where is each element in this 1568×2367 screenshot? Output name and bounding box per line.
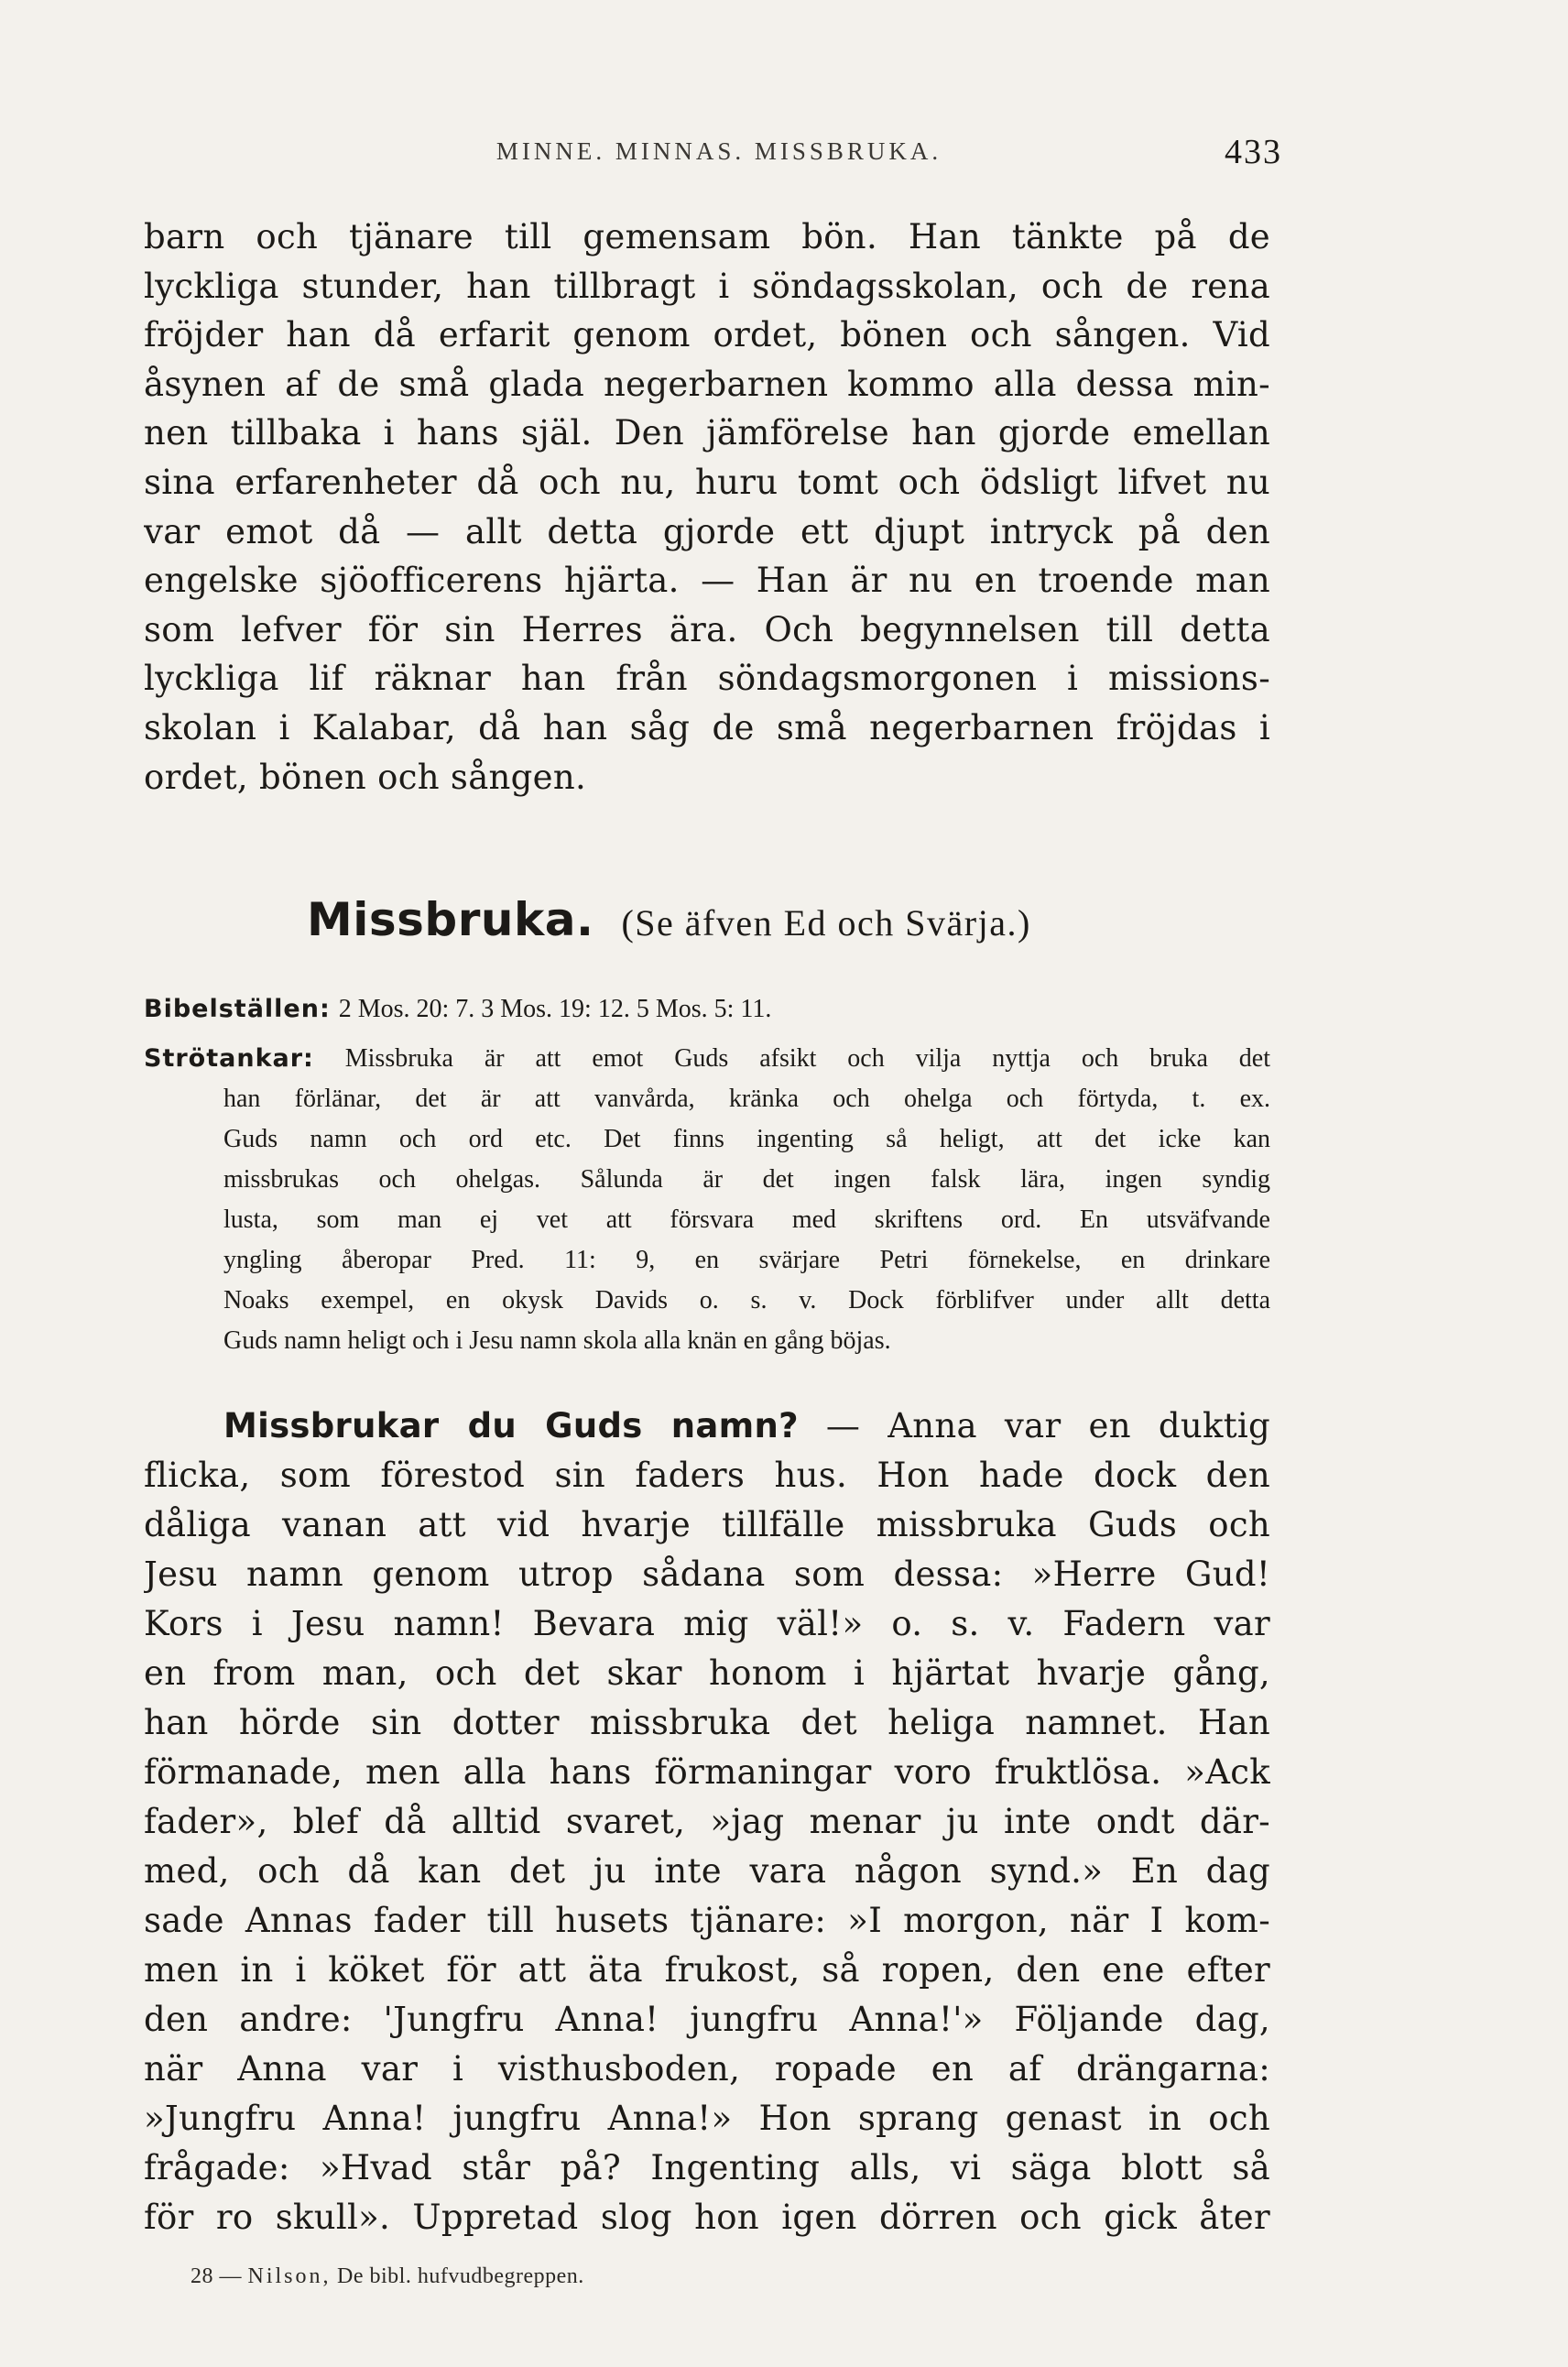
text-line: nen tillbaka i hans själ. Den jämförelse han gjorde emellan	[144, 413, 1270, 453]
text-line: förmanade, men alla hans förmaningar voro fruktlösa. »Ack	[144, 1752, 1270, 1792]
footer-title: De bibl. hufvudbegreppen.	[337, 2264, 584, 2288]
page-number: 433	[1225, 133, 1282, 171]
text-line: men in i köket för att äta frukost, så ropen, den ene efter	[144, 1950, 1270, 1990]
strotankar-label: Strötankar:	[144, 1044, 314, 1073]
text-line: när Anna var i visthusboden, ropade en af drängarna:	[144, 2049, 1270, 2089]
text-line: flicka, som förestod sin faders hus. Hon hade dock den	[144, 1456, 1270, 1495]
text-line: ordet, bönen och sången.	[144, 757, 587, 797]
text-line: »Jungfru Anna! jungfru Anna!» Hon sprang genast in och	[144, 2099, 1270, 2138]
strotankar-block	[144, 1039, 1270, 1361]
text-line: var emot då — allt detta gjorde ett djupt intryck på den	[144, 511, 1270, 551]
text-line: barn och tjänare till gemensam bön. Han tänkte på de	[144, 217, 1270, 256]
text-line: åsynen af de små glada negerbarnen kommo alla dessa min-	[144, 364, 1270, 404]
footer-author: Nilson,	[247, 2264, 332, 2288]
anecdote-first-line	[144, 1402, 1270, 1451]
text-line: skolan i Kalabar, då han såg de små negerbarnen fröjdas i	[144, 707, 1270, 747]
strotankar-line: yngling åberopar Pred. 11: 9, en svärjare Petri förnekelse, en drinkare	[223, 1246, 1270, 1274]
section-heading-row	[307, 893, 1031, 946]
see-also-note: (Se äfven Ed och Svärja.)	[621, 902, 1031, 944]
anecdote-paragraph	[144, 1402, 1270, 2242]
footer-signature: 28 —	[191, 2264, 242, 2288]
text-line: den andre: 'Jungfru Anna! jungfru Anna!'» Följande dag,	[144, 2000, 1270, 2039]
strotankar-first-text: Missbruka är att emot Guds afsikt och vilja nyttja och bruka det	[344, 1044, 1270, 1073]
text-line: engelske sjöofficerens hjärta. — Han är nu en troende man	[144, 561, 1270, 601]
strotankar-line: lusta, som man ej vet att försvara med skriftens ord. En utsväfvande	[223, 1205, 1270, 1234]
strotankar-line: han förlänar, det är att vanvårda, kränka och ohelga och förtyda, t. ex.	[223, 1085, 1270, 1113]
anecdote-heading: Missbrukar du Guds namn?	[223, 1406, 799, 1445]
running-title: MINNE. MINNAS. MISSBRUKA.	[495, 137, 942, 165]
paragraph-continued	[144, 213, 1270, 802]
section-heading: Missbruka.	[307, 893, 594, 946]
bible-references-label: Bibelställen:	[144, 995, 331, 1023]
strotankar-first-line	[144, 1039, 1270, 1079]
text-line: en from man, och det skar honom i hjärtat hvarje gång,	[144, 1653, 1270, 1693]
strotankar-line: Guds namn och ord etc. Det finns ingenting så heligt, att det icke kan	[223, 1125, 1270, 1153]
strotankar-line: Noaks exempel, en okysk Davids o. s. v. Dock förblifver under allt detta	[223, 1286, 1270, 1314]
text-line: som lefver för sin Herres ära. Och begynnelsen till detta	[144, 609, 1270, 649]
anecdote-first-text: — Anna var en duktig	[798, 1406, 1270, 1445]
bible-references-text: 2 Mos. 20: 7. 3 Mos. 19: 12. 5 Mos. 5: 11.	[338, 995, 772, 1023]
text-line: för ro skull». Uppretad slog hon igen dörren och gick åter	[144, 2198, 1270, 2237]
text-line: fader», blef då alltid svaret, »jag menar ju inte ondt där-	[144, 1802, 1270, 1841]
text-line: lyckliga lif räknar han från söndagsmorgonen i missions-	[144, 659, 1270, 699]
text-line: Kors i Jesu namn! Bevara mig väl!» o. s. v. Fadern var	[144, 1604, 1270, 1643]
page-footer	[191, 2264, 584, 2289]
strotankar-line: Guds namn heligt och i Jesu namn skola alla knän en gång böjas.	[223, 1326, 891, 1355]
strotankar-line: missbrukas och ohelgas. Sålunda är det ingen falsk lära, ingen syndig	[223, 1165, 1270, 1194]
text-line: frågade: »Hvad står på? Ingenting alls, vi säga blott så	[144, 2148, 1270, 2187]
text-line: fröjder han då erfarit genom ordet, bönen och sången. Vid	[144, 315, 1270, 355]
text-line: sade Annas fader till husets tjänare: »I morgon, när I kom-	[144, 1901, 1270, 1940]
text-line: med, och då kan det ju inte vara någon synd.» En dag	[144, 1851, 1270, 1891]
text-line: dåliga vanan att vid hvarje tillfälle missbruka Guds och	[144, 1505, 1270, 1544]
text-line: Jesu namn genom utrop sådana som dessa: »Herre Gud!	[144, 1554, 1270, 1594]
text-line: lyckliga stunder, han tillbragt i söndagsskolan, och de rena	[144, 266, 1270, 306]
text-line: sina erfarenheter då och nu, huru tomt och ödsligt lifvet nu	[144, 462, 1270, 502]
text-line: han hörde sin dotter missbruka det heliga namnet. Han	[144, 1703, 1270, 1742]
bible-references	[144, 993, 771, 1024]
